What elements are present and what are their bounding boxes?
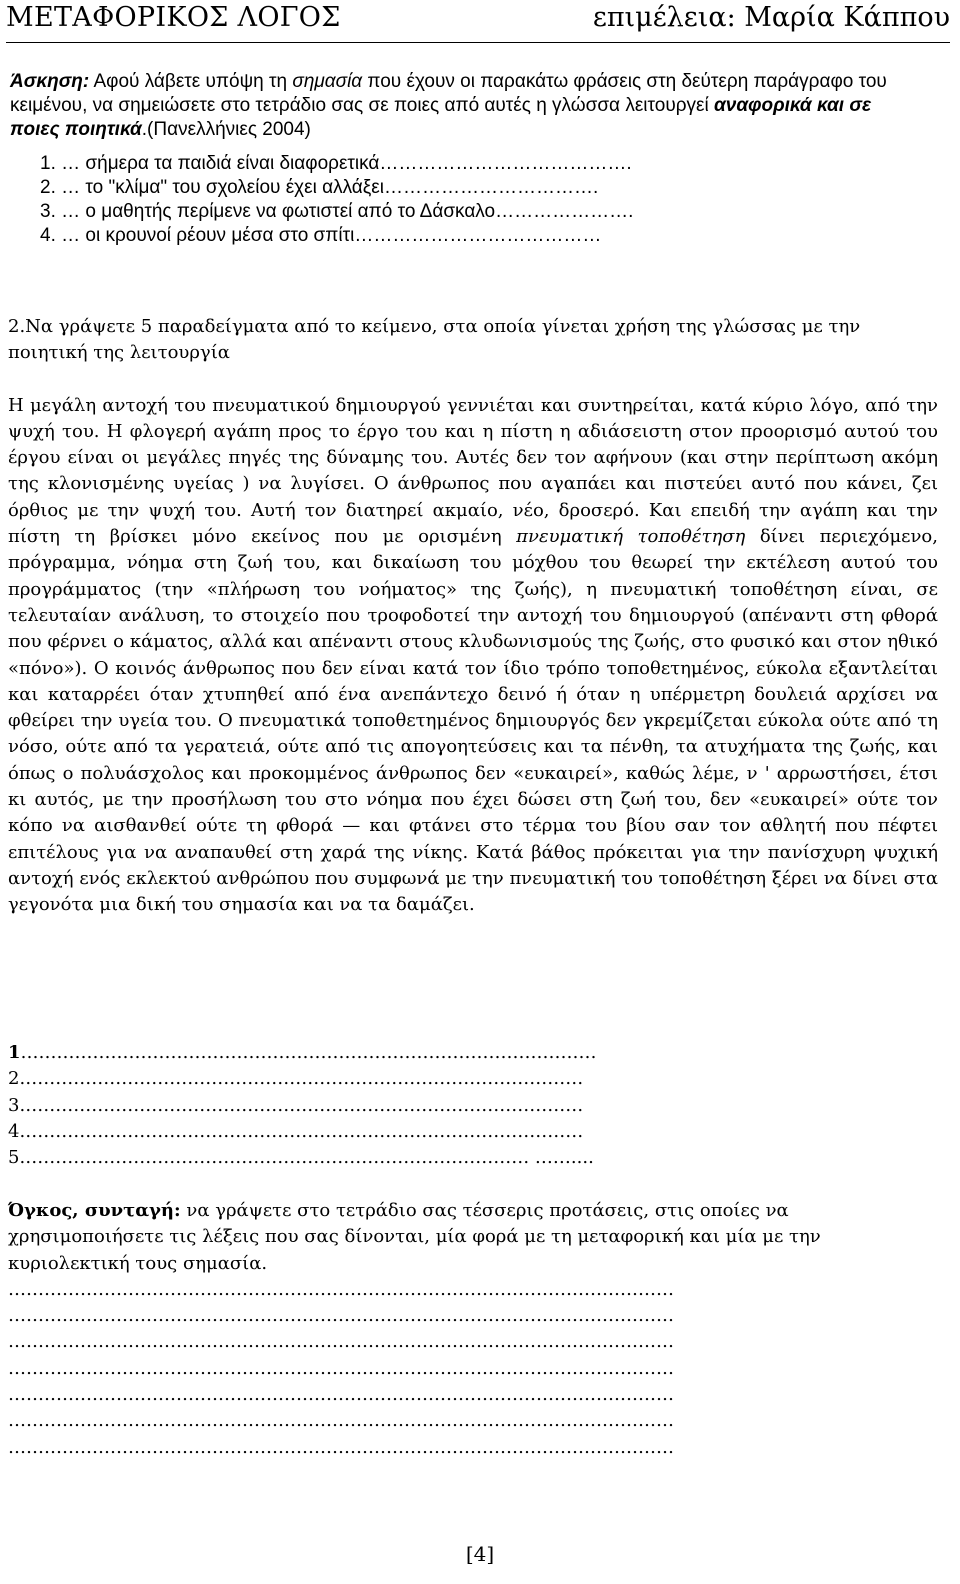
dotted-line: …………………………………………………………………………………: [25, 1068, 584, 1090]
dotted-line[interactable]: …………………………………………………………………………………………………: [8, 1305, 674, 1327]
exercise-1-italic: σημασία: [292, 71, 363, 92]
answer-number: 1: [8, 1042, 21, 1063]
passage-text: [8, 393, 938, 919]
header-title: ΜΕΤΑΦΟΡΙΚΟΣ ΛΟΓΟΣ: [6, 2, 341, 33]
dotted-line: ………………………………………………………………………… ……....: [25, 1147, 594, 1169]
dotted-line[interactable]: …………………………………………………………………………………………………: [8, 1331, 674, 1353]
exercise-1-instructions: [10, 70, 900, 142]
page-number: [4]: [465, 1542, 495, 1566]
answer-number: 4.: [8, 1120, 26, 1142]
exercise-1-bold: αναφορικά και σε ποιες ποιητικά: [10, 95, 872, 140]
exercise-1-text: Αφού λάβετε υπόψη τη: [89, 71, 293, 92]
passage-part: δίνει περιεχόμενο, πρόγραμμα, νόημα στη ζωή του, και δικαίωση του μόχθου του θεωρεί την εκτέλεση αυτού του προγράμματος (την «πλήρωση του νοήματος» της ζωής), η πνευματική τοποθέτηση είναι, σε τελευταίαν ανάλυση, το στοιχείο που τροφοδοτεί την αντοχή του δημιουργού (απέναντι στη φθορά που φέρνει ο κάματος, αλλά και απέναντι στους κλυδωνισμούς της ζωής, στο φυσικό και στον ηθικό «πόνο»). Ο κοινός άνθρωπος που δεν είναι κατά τον ίδιο τρόπο τοποθετημένος, εύκολα εξαντλείται και καταρρέει όταν χτυπηθεί από ένα ανεπάντεχο δεινό ή όταν η υπέρμετρη δουλειά αρχίσει να φθείρει την υγεία του. Ο πνευματικά τοποθετημένος δημιουργός δεν γκρεμίζεται εύκολα ούτε από τη νόσο, ούτε από τα γερατειά, ούτε από τις απογοητεύσεις και τα πένθη, τα ατυχήματα της ζωής, και όπως ο πολυάσχολος και προκομμένος άνθρωπος δεν «ευκαιρεί», καθώς λέμε, ν ' αρρωστήσει, έτσι κι αυτός, με την προσήλωση του στο νόημα που έχει δώσει στη ζωή του, δεν «ευκαιρεί» ούτε τον κόπο να αισθανθεί ούτε τη φθορά — και φτάνει στο τέρμα του βίου σαν τον αθλητή που πέφτει επιτέλους για να αναπαυθεί στη χαρά της νίκης. Κατά βάθος πρόκειται για την πανίσχυρη ψυχική αντοχή ενός εκλεκτού ανθρώπου που συμφωνά με την πνευματική του τοποθέτηση ξέρει να δίνει στα γεγονότα μια δική του σημασία και να τα δαμάζει.: [8, 526, 938, 916]
answer-number: 5.: [8, 1147, 26, 1169]
dotted-line: …………………………………………………………………………………: [25, 1094, 584, 1116]
exercise-3-label: Όγκος, συνταγή:: [8, 1200, 181, 1221]
exercise-1-label: Άσκηση:: [10, 71, 90, 92]
header-editor: επιμέλεια: Μαρία Κάππου: [592, 2, 950, 33]
answer-number: 2.: [8, 1068, 26, 1090]
dotted-line[interactable]: …………………………………………………………………………………………………: [8, 1436, 674, 1458]
passage-part: Η μεγάλη αντοχή του πνευματικού δημιουργού γεννιέται και συντηρείται, κατά κύριο λόγο, από την ψυχή του. Η φλογερή αγάπη προς το έργο του και η πίστη η αδιάσειστη στον προορισμό αυτού του έργου είναι οι μεγάλες πηγές της δύναμης του. Αυτές δεν τον αφήνουν (και στην περίπτωση ακόμη της κλονισμένης υγείας ) να λυγίσει. Ο άνθρωπος που αγαπάει και πιστεύει αυτό που κάνει, ζει όρθιος με την ψυχή του. Αυτή τον διατηρεί ακμαίο, νέο, δροσερό. Και επειδή την αγάπη και την πίστη τη βρίσκει μόνο εκείνος που με ορισμένη: [8, 394, 938, 548]
answer-lines: [8, 1040, 938, 1171]
dotted-line[interactable]: …………………………………………………………………………………………………: [8, 1357, 674, 1379]
list-item: 3. … ο μαθητής περίμενε να φωτιστεί από το Δάσκαλο………………….: [40, 201, 634, 222]
answer-line[interactable]: [8, 1093, 938, 1119]
page-header: [6, 0, 950, 43]
exercise-3-instructions: [8, 1198, 938, 1277]
answer-line[interactable]: [8, 1119, 938, 1145]
dotted-line[interactable]: …………………………………………………………………………………………………: [8, 1410, 674, 1432]
dotted-line: ……………………………………………………………………………………: [20, 1042, 597, 1063]
exercise-1: [10, 70, 900, 248]
exercise-2: [8, 314, 938, 919]
list-item: 2. … το "κλίμα" του σχολείου έχει αλλάξει…………………………….: [40, 177, 599, 198]
dotted-line: …………………………………………………………………………………: [25, 1120, 584, 1142]
exercise-3: [8, 1198, 938, 1461]
list-item: 4. … οι κρουνοί ρέουν μέσα στο σπίτι…………………………………: [40, 225, 602, 246]
writing-lines: [8, 1277, 938, 1461]
exercise-1-text: που έχουν οι παρακάτω φράσεις στη δεύτερη παράγραφο του κειμένου, να σημειώσετε στο τετράδιο σας σε ποιες από αυτές η γλώσσα λειτουργεί: [10, 71, 887, 116]
answer-line[interactable]: [8, 1145, 938, 1171]
passage-italic: πνευματική τοποθέτηση: [516, 526, 746, 548]
list-item: 1. … σήμερα τα παιδιά είναι διαφορετικά………………………………….: [40, 153, 632, 174]
dotted-line[interactable]: …………………………………………………………………………………………………: [8, 1278, 674, 1300]
exercise-1-text: .(Πανελλήνιες 2004): [141, 119, 311, 140]
dotted-line[interactable]: …………………………………………………………………………………………………: [8, 1384, 674, 1406]
answer-line[interactable]: [8, 1040, 938, 1066]
phrase-list: [10, 152, 900, 248]
exercise-2-prompt: 2.Να γράψετε 5 παραδείγματα από το κείμενο, στα οποία γίνεται χρήση της γλώσσας με την ποιητική της λειτουργία: [8, 316, 861, 364]
answer-number: 3.: [8, 1094, 26, 1116]
answer-line[interactable]: [8, 1066, 938, 1092]
exercise-3-text: να γράψετε στο τετράδιο σας τέσσερις προτάσεις, στις οποίες να χρησιμοποιήσετε τις λέξεις που σας δίνονται, μία φορά με τη μεταφορική και μία με την κυριολεκτική τους σημασία.: [8, 1200, 821, 1274]
